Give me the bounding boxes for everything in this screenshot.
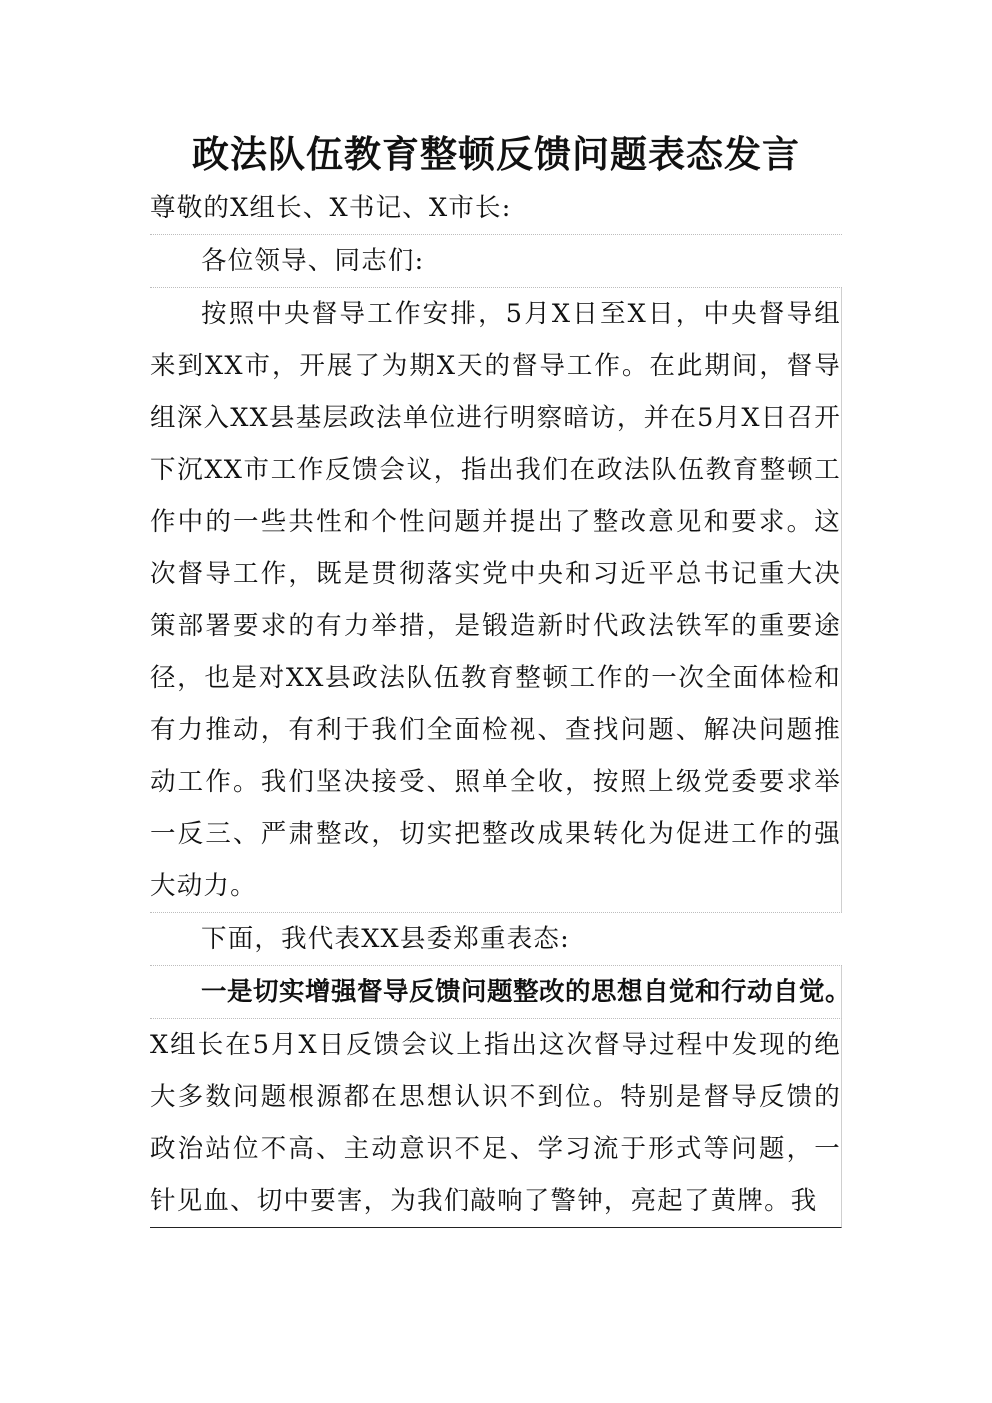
point-one-paragraph: X组长在5月X日反馈会议上指出这次督导过程中发现的绝大多数问题根源都在思想认识不到位。特别是督导反馈的政治站位不高、主动意识不足、学习流于形式等问题，一针见血、切中要害，为我们敲响了警钟，亮起了黄牌。我 [150,1019,842,1228]
intro-paragraph: 按照中央督导工作安排，5月X日至X日，中央督导组来到XX市，开展了为期X天的督导工作。在此期间，督导组深入XX县基层政法单位进行明察暗访，并在5月X日召开下沉XX市工作反馈会议，指出我们在政法队伍教育整顿工作中的一些共性和个性问题并提出了整改意见和要求。这次督导工作，既是贯彻落实党中央和习近平总书记重大决策部署要求的有力举措，是锻造新时代政法铁军的重要途径，也是对XX县政法队伍教育整顿工作的一次全面体检和有力推动，有利于我们全面检视、查找问题、解决问题推动工作。我们坚决接受、照单全收，按照上级党委要求举一反三、严肃整改，切实把整改成果转化为促进工作的强大动力。 [150,288,842,913]
point-one-heading: 一是切实增强督导反馈问题整改的思想自觉和行动自觉。 [150,966,842,1019]
document-title: 政法队伍教育整顿反馈问题表态发言 [192,132,800,176]
salutation-paragraph: 尊敬的X组长、X书记、X市长: [150,182,842,235]
greeting-paragraph: 各位领导、同志们: [150,235,842,288]
document-body [150,182,852,1228]
statement-lead-paragraph: 下面，我代表XX县委郑重表态: [150,913,842,966]
